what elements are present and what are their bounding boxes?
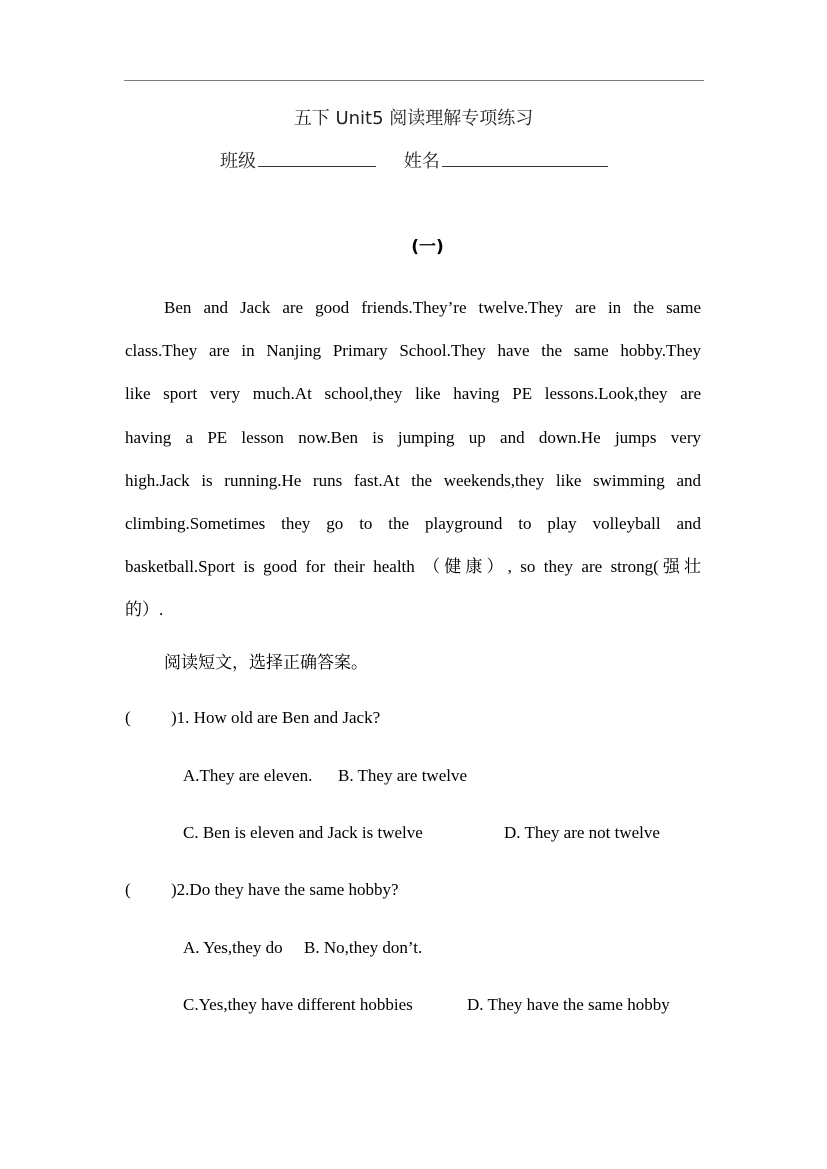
answer-blank-close: )	[171, 708, 177, 727]
option-c: C. Ben is eleven and Jack is twelve	[183, 823, 423, 842]
option-c: C.Yes,they have different hobbies	[183, 995, 413, 1014]
section-label: (一)	[411, 237, 444, 257]
reading-passage	[125, 286, 701, 632]
answer-blank-close: )	[171, 880, 177, 899]
option-a: A. Yes,they do	[183, 938, 283, 957]
passage-line: basketball.Sport is good for their health （健康）, so they are strong(强壮	[125, 557, 701, 577]
name-field[interactable]	[442, 148, 608, 167]
student-info-row	[220, 147, 608, 173]
answer-blank[interactable]: (	[125, 880, 131, 899]
option-d: D. They are not twelve	[504, 823, 660, 842]
passage-line: having a PE lesson now.Ben is jumping up and down.He jumps very	[125, 427, 701, 447]
option-b: B. No,they don’t.	[304, 938, 423, 957]
passage-line: high.Jack is running.He runs fast.At the weekends,they like swimming and	[125, 470, 701, 490]
passage-line: like sport very much.At school,they like having PE lessons.Look,they are	[125, 384, 701, 404]
question-text: 1. How old are Ben and Jack?	[176, 708, 381, 727]
option-d: D. They have the same hobby	[467, 995, 670, 1014]
instruction-text: 阅读短文，选择正确答案。	[164, 653, 368, 673]
page-title: 五下 Unit5 阅读理解专项练习	[293, 108, 534, 129]
question-1	[125, 708, 380, 728]
class-field[interactable]	[258, 148, 376, 167]
top-rule	[124, 80, 704, 81]
question-2	[125, 880, 399, 900]
name-label: 姓名	[403, 151, 440, 172]
passage-line: class.They are in Nanjing Primary School.They have the same hobby.They	[125, 341, 701, 361]
passage-line: climbing.Sometimes they go to the playground to play volleyball and	[125, 513, 701, 533]
option-a: A.They are eleven.	[183, 766, 313, 785]
class-label: 班级	[220, 151, 256, 172]
passage-line: 的）.	[125, 600, 164, 620]
answer-blank[interactable]: (	[125, 708, 131, 727]
option-b: B. They are twelve	[338, 766, 468, 785]
passage-line: Ben and Jack are good friends.They’re twelve.They are in the same	[164, 298, 701, 317]
question-text: 2.Do they have the same hobby?	[176, 880, 399, 899]
